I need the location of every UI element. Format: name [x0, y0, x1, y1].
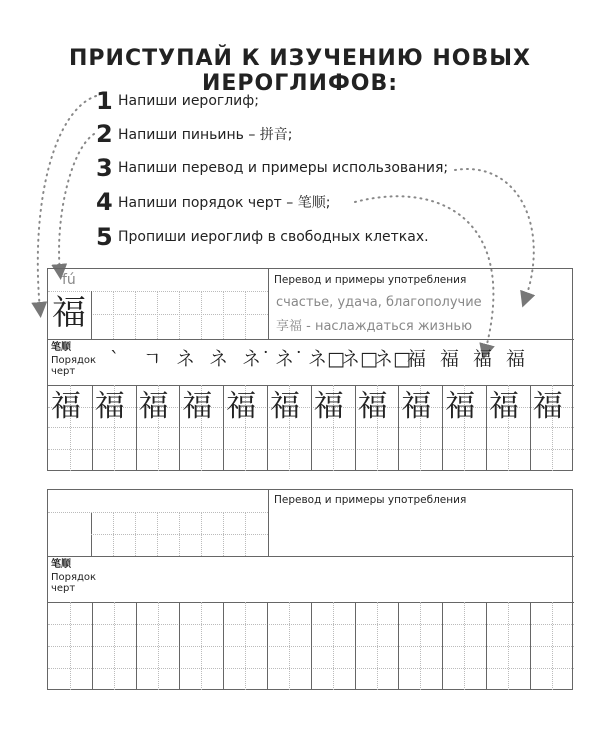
- stroke-label-ru: черт: [51, 583, 76, 594]
- main-character: 福: [52, 293, 86, 333]
- practice-character: 福: [182, 389, 213, 424]
- practice-character: 福: [532, 389, 563, 424]
- stroke-step: ㄱ: [143, 348, 162, 370]
- stroke-step: 福: [440, 348, 460, 370]
- stroke-step: ネ□: [341, 348, 378, 370]
- translation-header: Перевод и примеры употребления: [274, 494, 467, 506]
- page-title: ПРИСТУПАЙ К ИЗУЧЕНИЮ НОВЫХ ИЕРОГЛИФОВ:: [69, 46, 531, 96]
- stroke-step: ネ□: [374, 348, 411, 370]
- step-text: Напиши перевод и примеры использования;: [118, 160, 449, 176]
- step-number: 4: [96, 188, 113, 216]
- divider: [268, 269, 269, 339]
- arrow-to-pinyin: [59, 134, 94, 272]
- practice-character: 福: [357, 389, 388, 424]
- translation-line: счастье, удача, благополучие: [276, 295, 482, 310]
- practice-character: 福: [94, 389, 125, 424]
- practice-character: 福: [445, 389, 476, 424]
- guide-line: [48, 291, 268, 292]
- step-number: 1: [96, 87, 113, 115]
- stroke-step: ネ□: [308, 348, 345, 370]
- stroke-label-ru: Порядок: [51, 355, 97, 366]
- stroke-step: ネ˙: [275, 348, 304, 370]
- step-number: 3: [96, 154, 113, 182]
- translation-header: Перевод и примеры употребления: [274, 274, 467, 286]
- divider: [48, 339, 574, 340]
- divider: [91, 291, 92, 339]
- practice-character: 福: [51, 389, 81, 424]
- practice-character: 福: [138, 389, 169, 424]
- stroke-step: ネ: [209, 348, 229, 370]
- stroke-step: 福: [506, 348, 526, 370]
- pinyin: fú: [62, 272, 76, 288]
- stroke-step: ネ˙: [242, 348, 271, 370]
- step-text: Напиши порядок черт – 笔顺;: [118, 195, 331, 211]
- step-number: 5: [96, 223, 113, 251]
- stroke-label-ru: черт: [51, 366, 76, 377]
- example-worksheet: [47, 268, 573, 471]
- practice-character: 福: [313, 389, 344, 424]
- step-text: Напиши иероглиф;: [118, 93, 259, 109]
- practice-character: 福: [270, 389, 300, 424]
- step-text: Напиши пиньинь – 拼音;: [118, 127, 293, 143]
- step-number: 2: [96, 120, 113, 148]
- stroke-step: `: [110, 348, 120, 370]
- translation-line: 享福 - наслаждаться жизнью: [276, 319, 473, 334]
- step-text: Пропиши иероглиф в свободных клетках.: [118, 229, 429, 245]
- stroke-step: 福: [473, 348, 493, 370]
- divider: [48, 556, 574, 557]
- practice-character: 福: [489, 389, 519, 424]
- practice-character: 福: [401, 389, 432, 424]
- divider: [268, 490, 269, 556]
- stroke-label-cn: 笔顺: [51, 559, 71, 570]
- stroke-label-ru: Порядок: [51, 572, 97, 583]
- stroke-step: 福: [407, 348, 427, 370]
- stroke-step: ネ: [176, 348, 196, 370]
- practice-character: 福: [226, 389, 257, 424]
- stroke-label-cn: 笔顺: [51, 342, 71, 353]
- blank-worksheet: [47, 489, 573, 690]
